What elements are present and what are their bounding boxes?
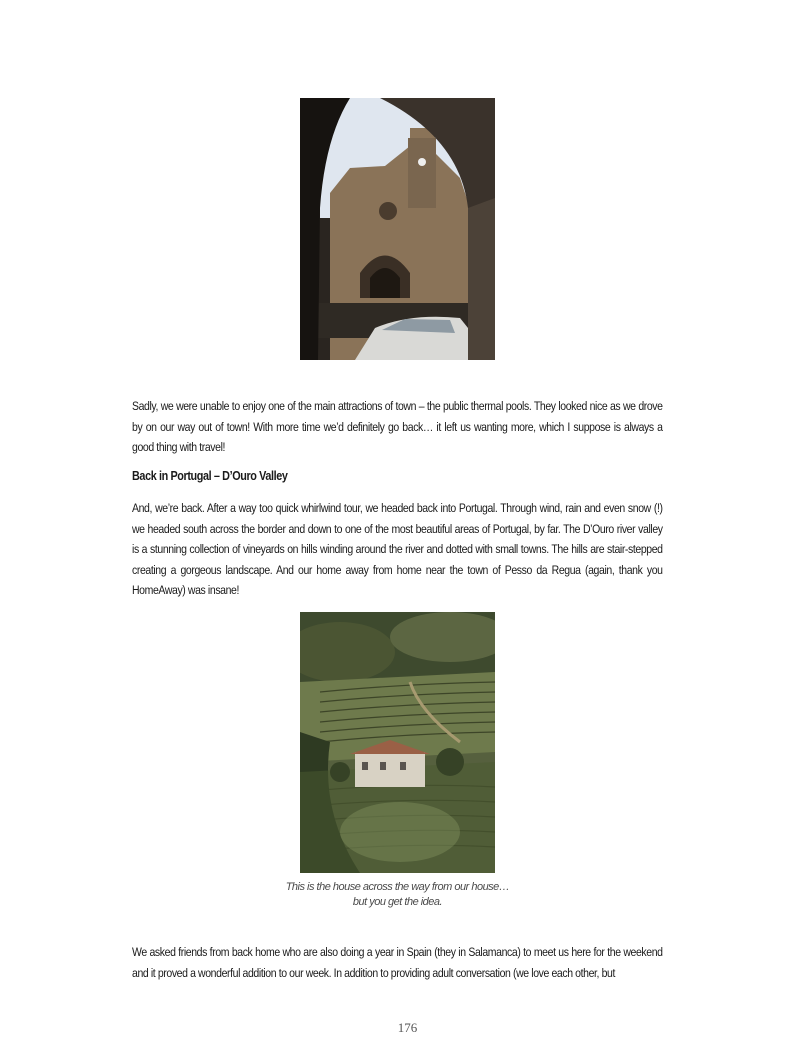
- paragraph-douro-valley: And, we’re back. After a way too quick whirlwind tour, we headed back into Portugal. Through wind, rain and even snow (!) we headed south across the border and down to one of the most beautiful areas of Portugal, by far. The D’Ouro river valley is a stunning collection of vineyards on hills winding around the river and dotted with small towns. The hills are stair-stepped creating a gorgeous landscape. And our home away from home near the town of Pesso da Regua (again, thank you HomeAway) was insane!: [132, 501, 663, 597]
- church-image: [300, 98, 495, 360]
- page-number: 176: [397, 1020, 418, 1035]
- vineyard-photo: [300, 612, 495, 873]
- photo-caption: [250, 880, 545, 910]
- section-heading: Back in Portugal – D’Ouro Valley: [132, 469, 288, 483]
- caption-line-2: but you get the idea.: [352, 896, 443, 908]
- caption-line-1: This is the house across the way from our house…: [285, 881, 510, 893]
- paragraph-friends-visit: We asked friends from back home who are also doing a year in Spain (they in Salamanca) to meet us here for the weekend and it proved a wonderful addition to our week. In addition to providing adult conversation (we love each other, but: [132, 945, 663, 980]
- paragraph-thermal-pools: Sadly, we were unable to enjoy one of the main attractions of town – the public thermal pools. They looked nice as we drove by on our way out of town! With more time we’d definitely go back… it left us wanting more, which I suppose is always a good thing with travel!: [132, 399, 663, 454]
- church-photo: [300, 98, 495, 360]
- vineyard-image: [300, 612, 495, 873]
